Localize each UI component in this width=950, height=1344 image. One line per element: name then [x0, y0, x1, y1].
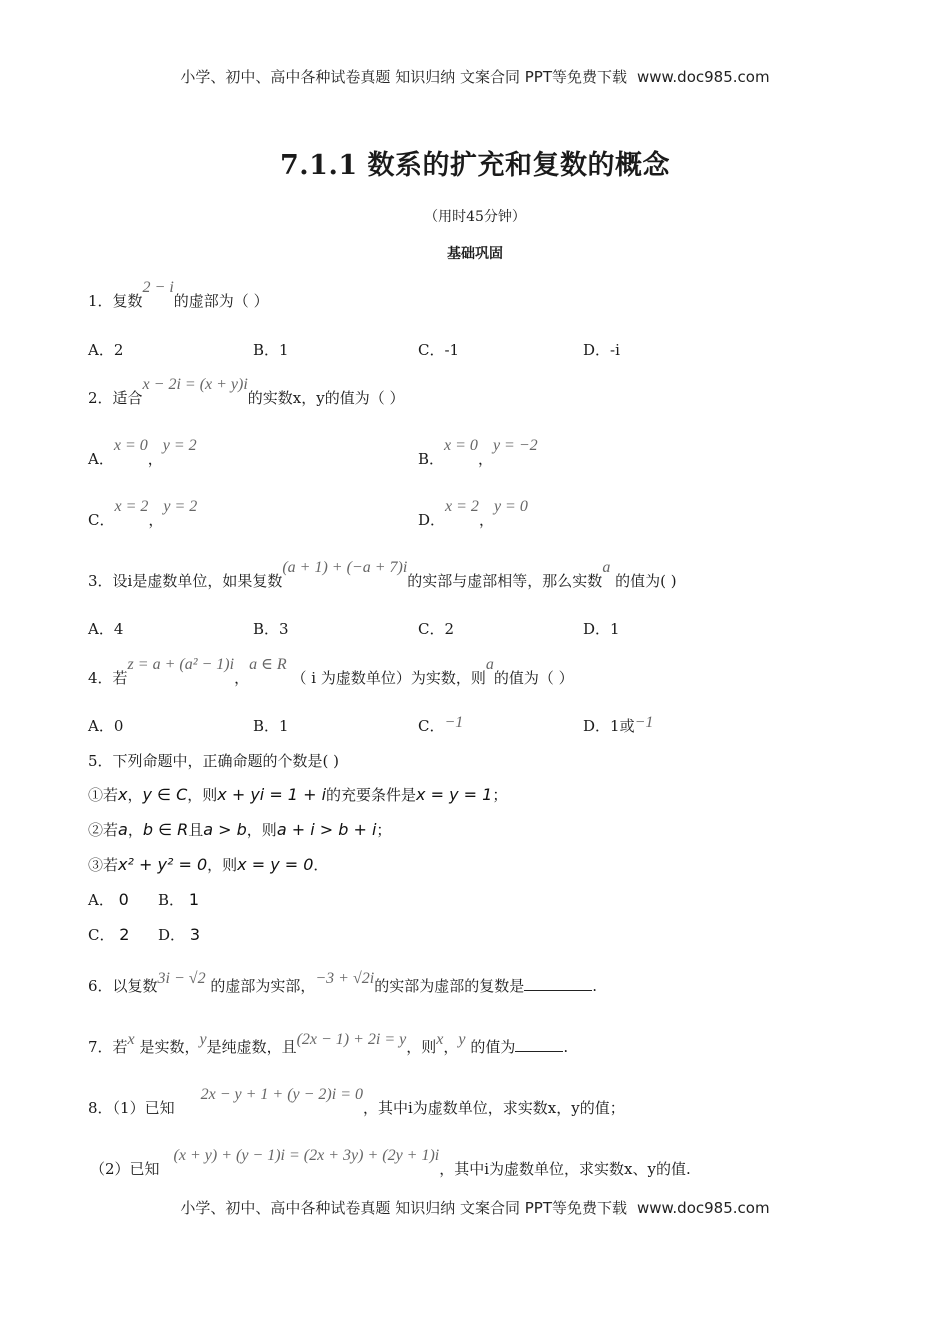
q7-math-y: y — [199, 1031, 207, 1048]
q4-option-d — [583, 715, 653, 736]
q8-p1-prefix: 8．（1）已知 — [88, 1099, 175, 1117]
q2-b-math-x: x = 0 — [444, 437, 478, 454]
q7-comma: ， — [443, 1038, 459, 1056]
header-banner — [0, 66, 950, 87]
question-7-stem — [88, 1031, 569, 1057]
q5-s2-d: ，则 — [246, 821, 277, 839]
question-1-stem — [88, 279, 269, 311]
q6-math2: −3 + √2i — [315, 970, 375, 987]
q5-s2-math4: a + i > b + i — [276, 820, 377, 839]
q7-suffix: 的值为 — [470, 1038, 516, 1056]
footer-site-link[interactable]: www.doc985.com — [636, 1199, 770, 1217]
q4-prefix: 4．若 — [88, 669, 128, 687]
q8-p1-suffix: ，其中i为虚数单位，求实数x，y的值； — [362, 1099, 625, 1117]
q2-a-label: A． — [88, 450, 114, 468]
q3-option-a: A．4 — [88, 620, 124, 638]
question-4-stem — [88, 656, 574, 688]
q5-s1-e: ； — [492, 786, 508, 804]
q5-s2-math3: a > b — [203, 820, 247, 839]
q5-b-value: 1 — [188, 890, 199, 909]
q5-option-d — [158, 924, 200, 945]
q5-option-c — [88, 924, 129, 945]
q5-s3-math1: x² + y² = 0 — [118, 855, 208, 874]
q2-c-math-y: y = 2 — [163, 498, 198, 515]
q5-s2-math1: a — [118, 820, 128, 839]
q4-d-label: D．1或 — [583, 717, 635, 735]
q5-statement-2 — [88, 819, 391, 840]
time-limit: （用时45分钟） — [424, 209, 526, 225]
q6-suffix: 的实部为虚部的复数是 — [374, 977, 525, 995]
q2-option-b — [418, 437, 538, 469]
q1-option-b: B．1 — [253, 341, 289, 359]
q5-s2-c: 且 — [188, 821, 204, 839]
q7-math-eq: (2x − 1) + 2i = y — [296, 1031, 407, 1048]
q5-s1-math3: x + yi = 1 + i — [217, 785, 327, 804]
q4-option-b: B．1 — [253, 717, 289, 735]
q5-s3-c: ． — [313, 856, 329, 874]
q5-s2-e: ； — [376, 821, 392, 839]
q7-prefix: 7．若 — [88, 1038, 128, 1056]
q8-p2-math: (x + y) + (y − 1)i = (2x + 3y) + (2y + 1)i — [173, 1147, 440, 1164]
q5-d-value: 3 — [189, 925, 200, 944]
footer-banner-text: 小学、初中、高中各种试卷真题 知识归纳 文案合同 PPT等免费下载 — [180, 1199, 627, 1217]
question-8-part-1 — [88, 1086, 625, 1118]
q1-option-c: C．-1 — [418, 341, 460, 359]
q3-option-c: C．2 — [418, 620, 455, 638]
q3-mid: 的实部与虚部相等，那么实数 — [407, 572, 603, 590]
q5-s3-a: ③若 — [88, 856, 119, 874]
question-2-stem — [88, 376, 405, 408]
q2-option-d — [418, 498, 528, 530]
q2-option-a — [88, 437, 197, 469]
q5-statement-1 — [88, 784, 507, 805]
q2-a-math-y: y = 2 — [162, 437, 197, 454]
q4-c-label: C． — [418, 717, 445, 735]
q5-s1-c: ，则 — [187, 786, 218, 804]
q2-prefix: 2．适合 — [88, 389, 143, 407]
q4-math-z: z = a + (a² − 1)i — [127, 656, 235, 673]
page-title: 7.1.1 数系的扩充和复数的概念 — [279, 150, 671, 181]
q1-math: 2 − i — [142, 279, 174, 296]
q4-math-set: a ∈ R — [249, 656, 287, 673]
q2-a-comma: ， — [147, 450, 163, 468]
q3-prefix: 3．设i是虚数单位，如果复数 — [88, 572, 283, 590]
q4-suffix: 的值为（ ） — [493, 669, 574, 687]
q7-end: . — [563, 1038, 569, 1056]
q5-s1-a: ①若 — [88, 786, 119, 804]
q5-s1-d: 的充要条件是 — [326, 786, 417, 804]
q4-math-a: a — [485, 656, 494, 673]
q1-option-d: D．-i — [583, 341, 620, 359]
q7-math-x2: x — [436, 1031, 444, 1048]
q7-mid3: ，则 — [406, 1038, 437, 1056]
section-heading: 基础巩固 — [447, 246, 503, 262]
q3-math: (a + 1) + (−a + 7)i — [282, 559, 408, 576]
q2-c-math-x: x = 2 — [114, 498, 149, 515]
footer-banner — [0, 1197, 950, 1218]
q5-statement-3 — [88, 854, 328, 875]
q2-c-comma: ， — [148, 511, 164, 529]
q5-c-label: C． — [88, 926, 115, 944]
q5-s1-math2: y ∈ C — [142, 785, 188, 804]
q5-a-label: A． — [88, 891, 114, 909]
q4-d-math: −1 — [634, 714, 654, 731]
q3-suffix: 的值为( ) — [615, 572, 677, 590]
q4-option-a: A．0 — [88, 717, 124, 735]
q3-option-b: B．3 — [253, 620, 289, 638]
q2-d-math-y: y = 0 — [493, 498, 528, 515]
q5-s1-b: ， — [127, 786, 143, 804]
q7-math-y2: y — [458, 1031, 466, 1048]
question-8-part-2 — [90, 1147, 691, 1179]
q2-d-label: D． — [418, 511, 446, 529]
q2-d-comma: ， — [478, 511, 494, 529]
question-6-stem — [88, 970, 597, 996]
banner-text: 小学、初中、高中各种试卷真题 知识归纳 文案合同 PPT等免费下载 — [180, 68, 627, 86]
q3-option-d: D．1 — [583, 620, 620, 638]
q5-s1-math4: x = y = 1 — [416, 785, 493, 804]
q8-p2-suffix: ，其中i为虚数单位，求实数x、y的值. — [439, 1160, 691, 1178]
banner-site-link[interactable]: www.doc985.com — [636, 68, 770, 86]
q4-mid: （ i 为虚数单位）为实数，则 — [291, 669, 486, 687]
q5-s2-a: ②若 — [88, 821, 119, 839]
q8-p1-math: 2x − y + 1 + (y − 2)i = 0 — [200, 1086, 363, 1103]
q5-b-label: B． — [158, 891, 185, 909]
q4-option-c — [418, 715, 463, 736]
q6-math1: 3i − √2 — [157, 970, 206, 987]
q6-end: . — [592, 977, 597, 995]
q2-b-math-y: y = −2 — [492, 437, 538, 454]
question-3-stem — [88, 559, 677, 591]
q5-s1-math1: x — [118, 785, 128, 804]
q7-answer-blank[interactable] — [515, 1037, 563, 1052]
q2-b-label: B． — [418, 450, 445, 468]
q5-s2-b: ， — [127, 821, 143, 839]
q5-s3-b: ，则 — [207, 856, 238, 874]
q5-c-value: 2 — [119, 925, 130, 944]
q5-d-label: D． — [158, 926, 186, 944]
q5-s3-math2: x = y = 0 — [237, 855, 314, 874]
q2-c-label: C． — [88, 511, 115, 529]
q4-comma: ， — [234, 669, 250, 687]
q2-suffix: 的实数x，y的值为（ ） — [247, 389, 405, 407]
q7-mid1: 是实数， — [139, 1038, 200, 1056]
q2-option-c — [88, 498, 198, 530]
q2-a-math-x: x = 0 — [113, 437, 148, 454]
q3-math-a: a — [602, 559, 611, 576]
q2-b-comma: ， — [477, 450, 493, 468]
q6-prefix: 6．以复数 — [88, 977, 158, 995]
q8-p2-prefix: （2）已知 — [90, 1160, 160, 1178]
q2-math: x − 2i = (x + y)i — [142, 376, 248, 393]
question-5-stem: 5．下列命题中，正确命题的个数是( ) — [88, 752, 340, 770]
q5-a-value: 0 — [118, 890, 129, 909]
q1-prefix: 1．复数 — [88, 292, 143, 310]
q5-s2-math2: b ∈ R — [142, 820, 189, 839]
q4-c-math: −1 — [444, 714, 464, 731]
q6-answer-blank[interactable] — [524, 976, 592, 991]
q1-option-a: A．2 — [88, 341, 124, 359]
q2-d-math-x: x = 2 — [445, 498, 479, 515]
q7-math-x: x — [127, 1031, 135, 1048]
q5-option-a — [88, 889, 129, 910]
q6-mid: 的虚部为实部， — [210, 977, 316, 995]
q1-suffix: 的虚部为（ ） — [173, 292, 269, 310]
q5-option-b — [158, 889, 199, 910]
q7-mid2: 是纯虚数，且 — [206, 1038, 297, 1056]
